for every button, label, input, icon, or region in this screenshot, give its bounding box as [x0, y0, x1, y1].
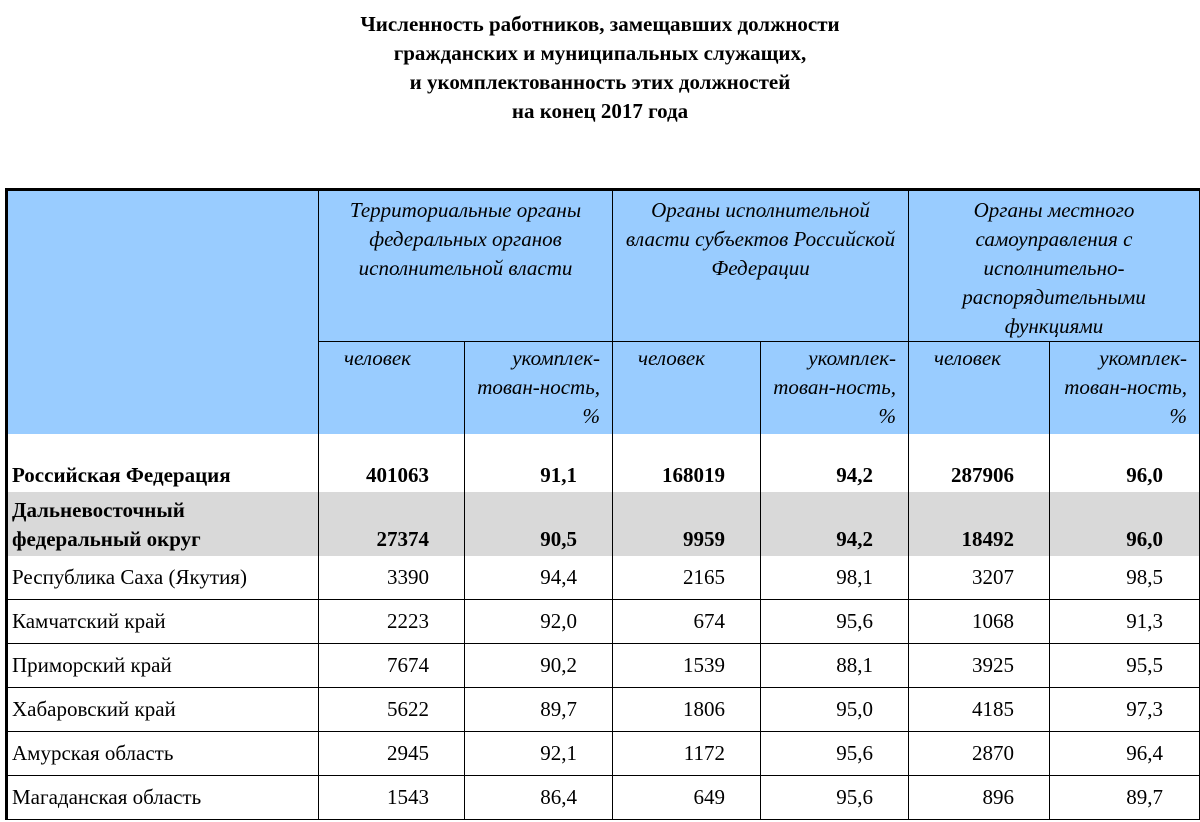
subheader-percent: укомплек-тован-ность, % [465, 342, 613, 434]
people-count-cell: 1172 [613, 732, 761, 776]
percent-cell: 86,4 [465, 776, 613, 820]
table-title [0, 10, 1200, 126]
region-name-cell: Хабаровский край [7, 688, 319, 732]
percent-cell: 90,2 [465, 644, 613, 688]
people-count-cell: 1068 [909, 600, 1050, 644]
percent-cell: 95,6 [761, 776, 909, 820]
people-count-cell: 168019 [613, 434, 761, 492]
percent-cell: 95,6 [761, 732, 909, 776]
table-body [7, 434, 1200, 820]
region-name-cell: Амурская область [7, 732, 319, 776]
people-count-cell: 649 [613, 776, 761, 820]
percent-cell: 96,0 [1050, 434, 1200, 492]
table-row [7, 732, 1200, 776]
people-count-cell: 3925 [909, 644, 1050, 688]
percent-cell: 94,2 [761, 492, 909, 556]
percent-cell: 89,7 [1050, 776, 1200, 820]
region-name-cell: Приморский край [7, 644, 319, 688]
statistics-table [5, 188, 1200, 820]
percent-cell: 94,2 [761, 434, 909, 492]
group-header-regional-bodies: Органы исполнительной власти субъектов Российской Федерации [613, 190, 909, 342]
people-count-cell: 27374 [319, 492, 465, 556]
title-line: на конец 2017 года [511, 99, 689, 123]
people-count-cell: 1806 [613, 688, 761, 732]
percent-cell: 98,5 [1050, 556, 1200, 600]
table-row [7, 600, 1200, 644]
people-count-cell: 18492 [909, 492, 1050, 556]
region-name-cell: Республика Саха (Якутия) [7, 556, 319, 600]
people-count-cell: 2945 [319, 732, 465, 776]
table-row [7, 688, 1200, 732]
people-count-cell: 3207 [909, 556, 1050, 600]
people-count-cell: 1539 [613, 644, 761, 688]
percent-cell: 96,4 [1050, 732, 1200, 776]
percent-cell: 90,5 [465, 492, 613, 556]
region-name-cell: Российская Федерация [7, 434, 319, 492]
percent-cell: 89,7 [465, 688, 613, 732]
title-line: гражданских и муниципальных служащих, [393, 41, 807, 65]
region-name-cell: Магаданская область [7, 776, 319, 820]
subheader-percent: укомплек-тован-ность, % [1050, 342, 1200, 434]
table-row [7, 776, 1200, 820]
percent-cell: 92,1 [465, 732, 613, 776]
people-count-cell: 3390 [319, 556, 465, 600]
percent-cell: 88,1 [761, 644, 909, 688]
title-line: и укомплектованность этих должностей [409, 70, 791, 94]
percent-cell: 95,0 [761, 688, 909, 732]
people-count-cell: 2165 [613, 556, 761, 600]
percent-cell: 91,1 [465, 434, 613, 492]
subheader-people: человек [319, 342, 465, 434]
subheader-people: человек [909, 342, 1050, 434]
percent-cell: 96,0 [1050, 492, 1200, 556]
table-row [7, 492, 1200, 556]
group-header-local-government: Органы местного самоуправления с исполнительно-распорядительными функциями [909, 190, 1200, 342]
title-line: Численность работников, замещавших должности [360, 12, 840, 36]
percent-cell: 92,0 [465, 600, 613, 644]
region-name-cell: Дальневосточный федеральный округ [7, 492, 319, 556]
people-count-cell: 2870 [909, 732, 1050, 776]
people-count-cell: 7674 [319, 644, 465, 688]
people-count-cell: 1543 [319, 776, 465, 820]
table-row [7, 644, 1200, 688]
people-count-cell: 401063 [319, 434, 465, 492]
people-count-cell: 5622 [319, 688, 465, 732]
table-row [7, 434, 1200, 492]
header-blank-cell [7, 190, 319, 434]
people-count-cell: 9959 [613, 492, 761, 556]
percent-cell: 97,3 [1050, 688, 1200, 732]
percent-cell: 94,4 [465, 556, 613, 600]
percent-cell: 98,1 [761, 556, 909, 600]
header-group-row [7, 190, 1200, 342]
people-count-cell: 2223 [319, 600, 465, 644]
table-row [7, 556, 1200, 600]
percent-cell: 95,5 [1050, 644, 1200, 688]
people-count-cell: 287906 [909, 434, 1050, 492]
group-header-federal-bodies: Территориальные органы федеральных органов исполнительной власти [319, 190, 613, 342]
people-count-cell: 896 [909, 776, 1050, 820]
percent-cell: 91,3 [1050, 600, 1200, 644]
people-count-cell: 4185 [909, 688, 1050, 732]
subheader-percent: укомплек-тован-ность, % [761, 342, 909, 434]
people-count-cell: 674 [613, 600, 761, 644]
region-name-cell: Камчатский край [7, 600, 319, 644]
subheader-people: человек [613, 342, 761, 434]
percent-cell: 95,6 [761, 600, 909, 644]
